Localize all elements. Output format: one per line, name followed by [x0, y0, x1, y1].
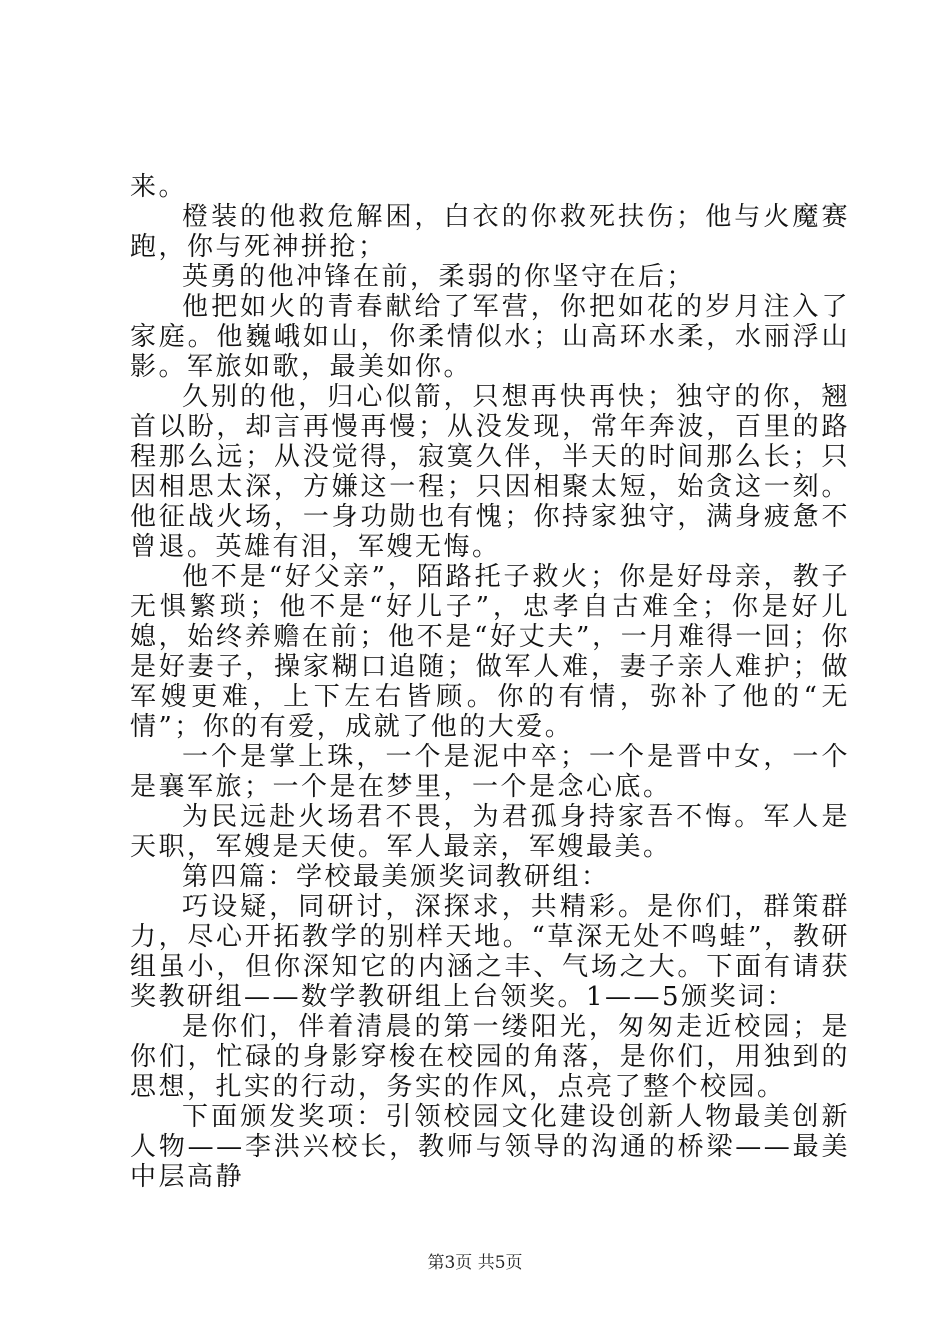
section-heading: 第四篇：学校最美颁奖词教研组：	[182, 862, 610, 892]
paragraph: 久别的他，归心似箭，只想再快再快；独守的你，翘首以盼，却言再慢再慢；从没发现，常年奔波，百里的路程那么远；从没觉得，寂寞久伴，半天的时间那么长；只因相思太深，方嫌这一程；只因相聚太短，始贪这一刻。他征战火场，一身功勋也有愧；你持家独守，满身疲惫不曾退。英雄有泪，军嫂无悔。	[130, 382, 850, 562]
paragraph-continuation: 来。	[130, 172, 188, 202]
document-body	[130, 172, 850, 1192]
paragraph: 是你们，伴着清晨的第一缕阳光，匆匆走近校园；是你们，忙碌的身影穿梭在校园的角落，是你们，用独到的思想，扎实的行动，务实的作风，点亮了整个校园。	[130, 1012, 850, 1102]
paragraph: 英勇的他冲锋在前，柔弱的你坚守在后；	[182, 262, 696, 292]
page-footer	[0, 1248, 950, 1273]
paragraph: 为民远赴火场君不畏，为君孤身持家吾不悔。军人是天职，军嫂是天使。军人最亲，军嫂最美。	[130, 802, 850, 862]
paragraph: 下面颁发奖项：引领校园文化建设创新人物最美创新人物——李洪兴校长，教师与领导的沟通的桥梁——最美中层高静	[130, 1102, 850, 1192]
paragraph: 橙装的他救危解困，白衣的你救死扶伤；他与火魔赛跑，你与死神拼抢；	[130, 202, 850, 262]
page-number: 第3页 共5页	[427, 1253, 523, 1273]
paragraph: 他不是“好父亲”，陌路托子救火；你是好母亲，教子无惧繁琐；他不是“好儿子”，忠孝自古难全；你是好儿媳，始终养赡在前；他不是“好丈夫”，一月难得一回；你是好妻子，操家糊口追随；做军人难，妻子亲人难护；做军嫂更难，上下左右皆顾。你的有情，弥补了他的“无情”；你的有爱，成就了他的大爱。	[130, 562, 850, 742]
paragraph: 他把如火的青春献给了军营，你把如花的岁月注入了家庭。他巍峨如山，你柔情似水；山高环水柔，水丽浮山影。军旅如歌，最美如你。	[130, 292, 850, 382]
paragraph: 巧设疑，同研讨，深探求，共精彩。是你们，群策群力，尽心开拓教学的别样天地。“草深无处不鸣蛙”，教研组虽小，但你深知它的内涵之丰、气场之大。下面有请获奖教研组——数学教研组上台领奖。1——5颁奖词：	[130, 892, 850, 1012]
paragraph: 一个是掌上珠，一个是泥中卒；一个是晋中女，一个是襄军旅；一个是在梦里，一个是念心底。	[130, 742, 850, 802]
